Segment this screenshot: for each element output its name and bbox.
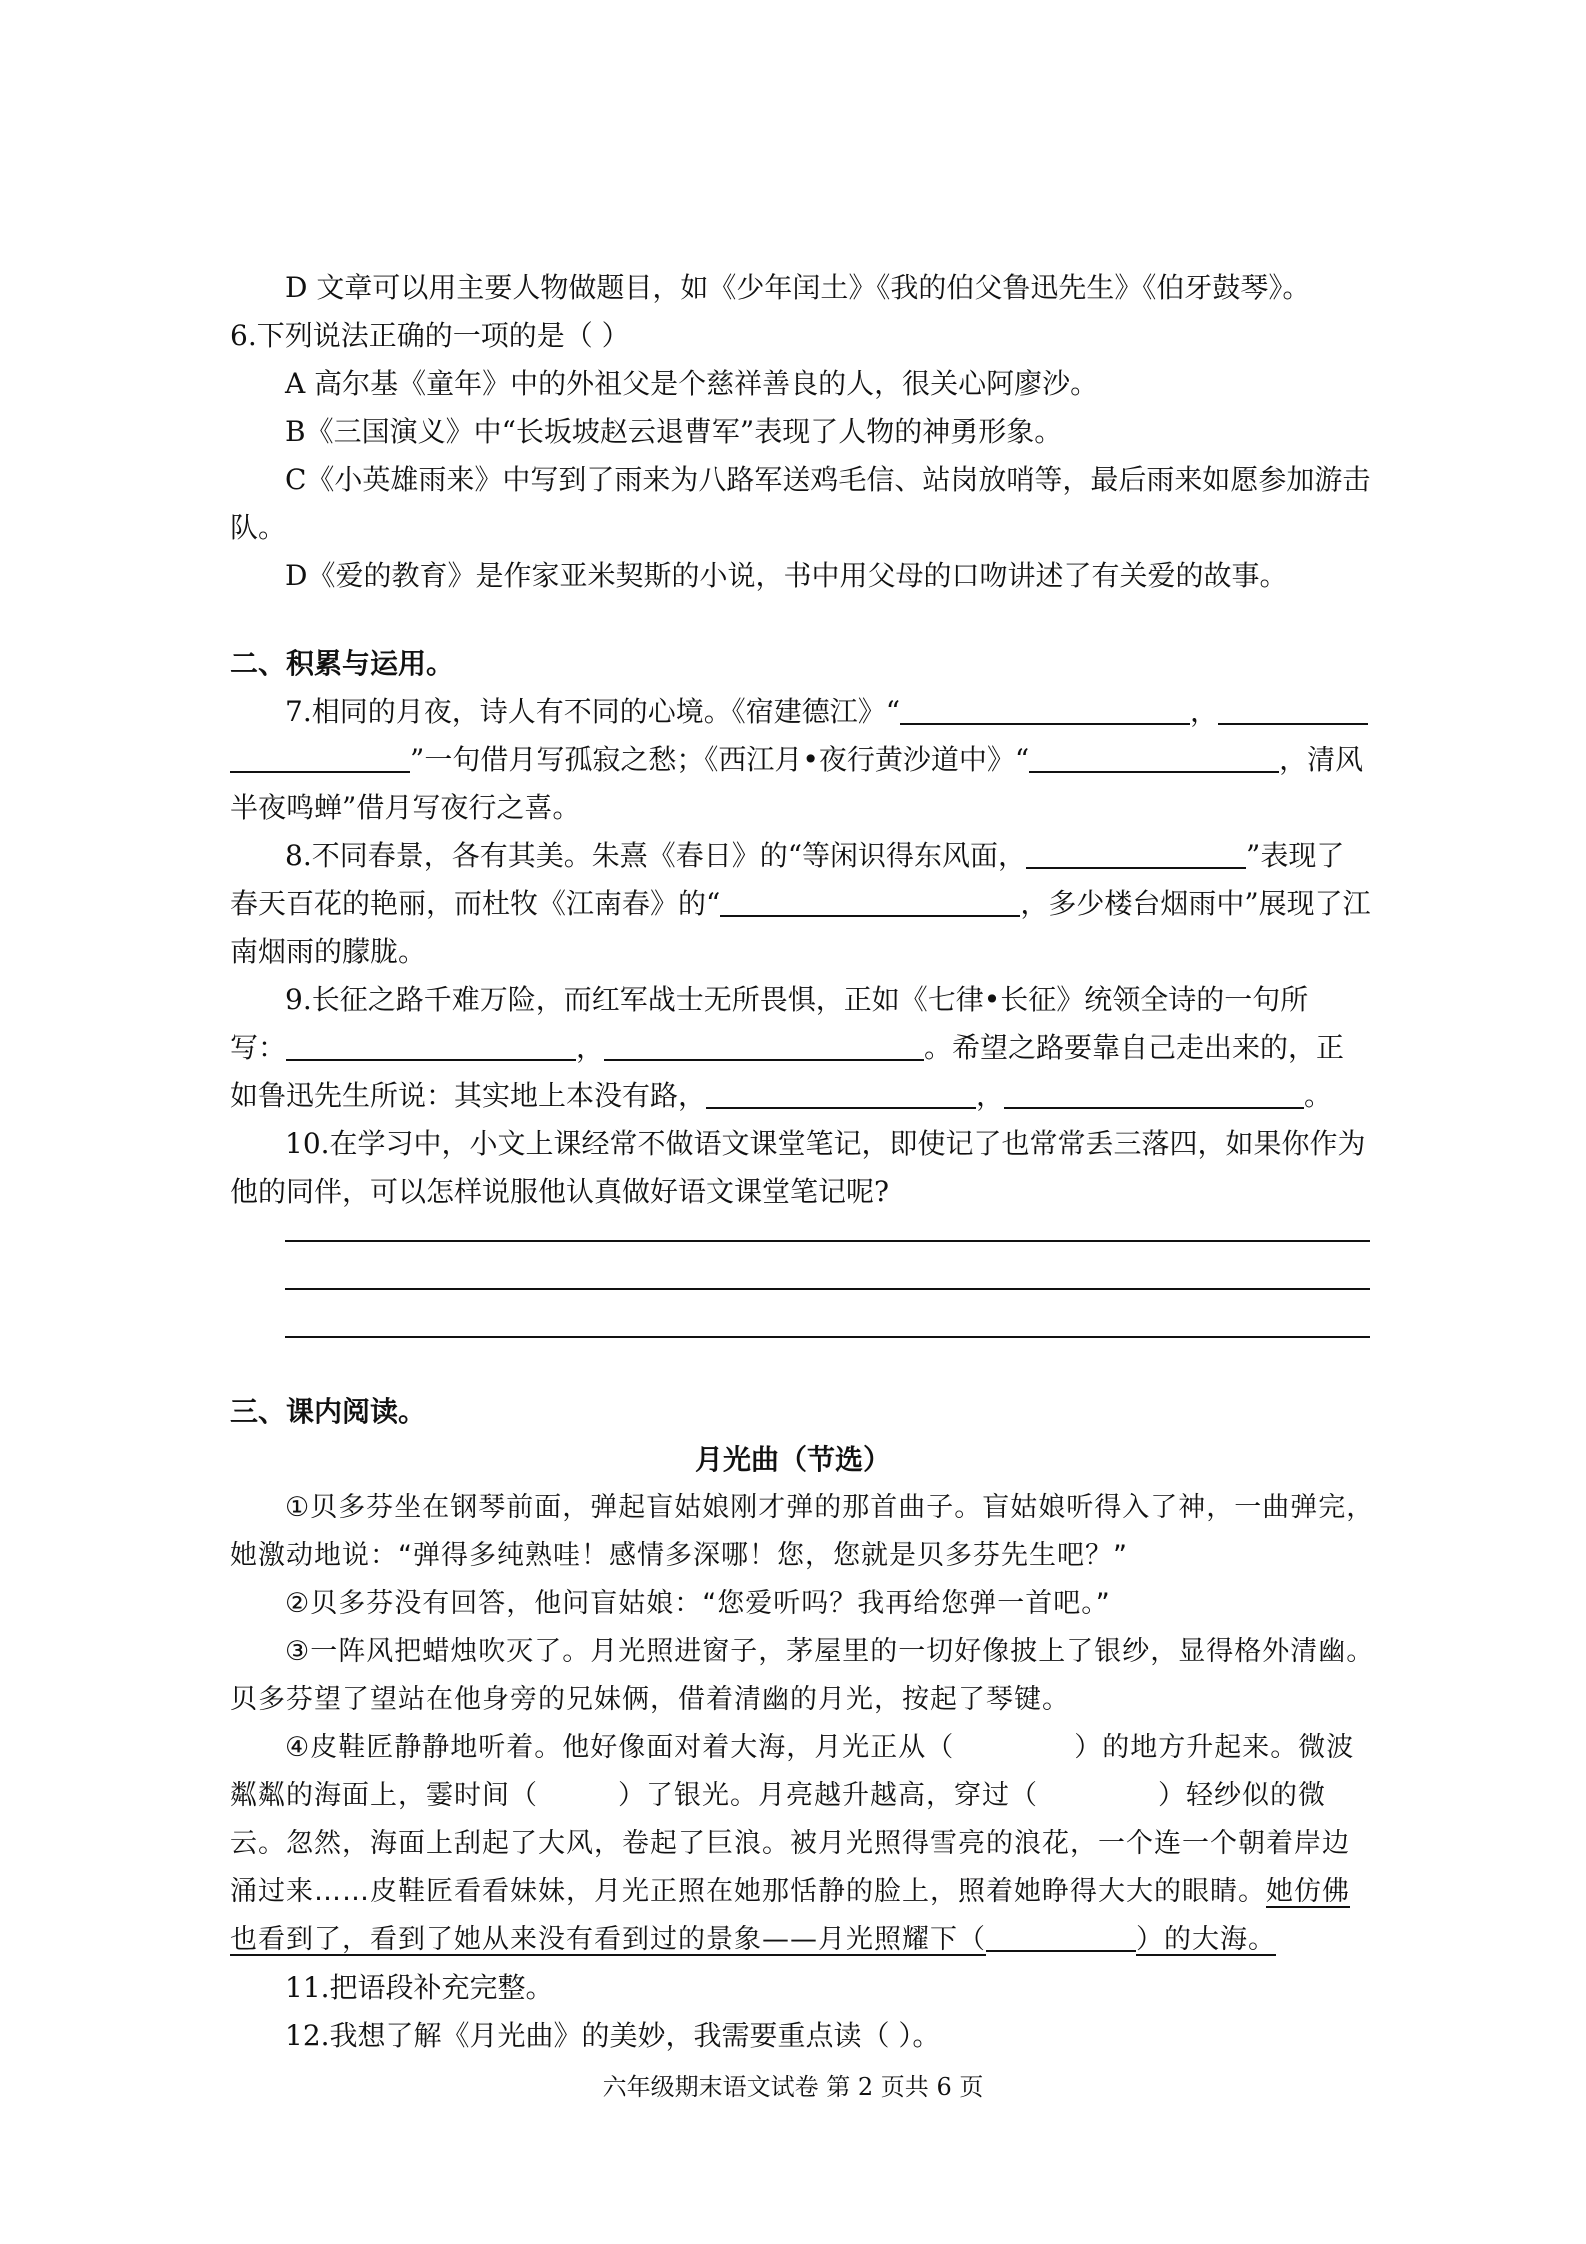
q7-blank-2b[interactable] [230, 743, 410, 773]
q8-line3: 南烟雨的朦胧。 [230, 935, 427, 968]
passage-p4-line5: 也看到了，看到了她从来没有看到过的景象——月光照耀下（ ）的大海。 [230, 1924, 1276, 1955]
passage-p4-line3: 云。忽然，海面上刮起了大风，卷起了巨浪。被月光照得雪亮的浪花，一个连一个朝着岸边 [230, 1828, 1350, 1859]
passage-p3-line1: ③一阵风把蜡烛吹灭了。月光照进窗子，茅屋里的一切好像披上了银纱，显得格外清幽。 [285, 1636, 1375, 1667]
q9-blank-4[interactable] [1004, 1079, 1304, 1109]
q7-line2: ”一句借月写孤寂之愁；《西江月•夜行黄沙道中》“ ，清风 [230, 740, 1370, 780]
q7-blank-3[interactable] [1029, 743, 1279, 773]
q6-option-c: C《小英雄雨来》中写到了雨来为八路军送鸡毛信、站岗放哨等，最后雨来如愿参加游击 [285, 463, 1371, 496]
section2-heading: 二、积累与运用。 [230, 647, 455, 680]
passage-p1-line2: 她激动地说：“弹得多纯熟哇！感情多深哪！您，您就是贝多芬先生吧？” [230, 1540, 1128, 1571]
passage-title: 月光曲（节选） [694, 1443, 891, 1476]
q10-line2: 他的同伴，可以怎样说服他认真做好语文课堂笔记呢? [230, 1175, 890, 1208]
passage-p4-line2: 粼粼的海面上，霎时间（ ）了银光。月亮越升越高，穿过（ ）轻纱似的微 [230, 1780, 1326, 1811]
q10-answer-line-2[interactable] [285, 1288, 1370, 1290]
q9-blank-2[interactable] [604, 1031, 924, 1061]
q12: 12.我想了解《月光曲》的美妙，我需要重点读（ ）。 [285, 2019, 941, 2052]
q8-blank-1[interactable] [1026, 839, 1246, 869]
underlined-sentence-start: 她仿佛 [1266, 1876, 1350, 1907]
passage-p3-line2: 贝多芬望了望站在他身旁的兄妹俩，借着清幽的月光，按起了琴键。 [230, 1684, 1070, 1715]
q8-line2: 春天百花的艳丽，而杜牧《江南春》的“ ，多少楼台烟雨中”展现了江 [230, 887, 1371, 920]
passage-p2: ②贝多芬没有回答，他问盲姑娘：“您爱听吗？我再给您弹一首吧。” [285, 1588, 1111, 1619]
q9-blank-3[interactable] [706, 1079, 976, 1109]
q10-line1: 10.在学习中，小文上课经常不做语文课堂笔记，即使记了也常常丢三落四，如果你作为 [285, 1127, 1366, 1160]
q10-answer-line-3[interactable] [285, 1336, 1370, 1338]
section3-heading: 三、课内阅读。 [230, 1395, 427, 1428]
q9-line1: 9.长征之路千难万险，而红军战士无所畏惧，正如《七律•长征》统领全诗的一句所 [285, 983, 1309, 1016]
q11: 11.把语段补充完整。 [285, 1971, 554, 2004]
q6-option-a: A 高尔基《童年》中的外祖父是个慈祥善良的人，很关心阿廖沙。 [285, 367, 1099, 400]
q8-line1: 8.不同春景，各有其美。朱熹《春日》的“等闲识得东风面， ”表现了 [285, 839, 1345, 872]
q8-blank-2[interactable] [720, 887, 1020, 917]
q9-line2: 写： ， 。希望之路要靠自己走出来的，正 [230, 1031, 1345, 1064]
q7-blank-2a[interactable] [1218, 695, 1368, 725]
q6-stem: 6.下列说法正确的一项的是（ ） [230, 319, 630, 352]
q7-line1: 7.相同的月夜，诗人有不同的心境。《宿建德江》“ ， [285, 692, 1370, 732]
passage-p4-line4: 涌过来……皮鞋匠看看妹妹，月光正照在她那恬静的脸上，照着她睁得大大的眼睛。她仿佛 [230, 1876, 1350, 1907]
q6-option-b: B《三国演义》中“长坂坡赵云退曹军”表现了人物的神勇形象。 [285, 415, 1063, 448]
q6-option-d: D《爱的教育》是作家亚米契斯的小说，书中用父母的口吻讲述了有关爱的故事。 [285, 559, 1288, 592]
q9-blank-1[interactable] [286, 1031, 576, 1061]
q7-line3: 半夜鸣蝉”借月写夜行之喜。 [230, 791, 581, 824]
p4-blank-4[interactable] [986, 1922, 1136, 1952]
q5-option-d: D 文章可以用主要人物做题目，如《少年闰土》《我的伯父鲁迅先生》《伯牙鼓琴》。 [285, 271, 1311, 304]
page-footer: 六年级期末语文试卷 第 2 页共 6 页 [602, 2073, 984, 2101]
passage-p1-line1: ①贝多芬坐在钢琴前面，弹起盲姑娘刚才弹的那首曲子。盲姑娘听得入了神，一曲弹完， [285, 1492, 1375, 1523]
q6-option-c-cont: 队。 [230, 511, 287, 544]
q10-answer-line-1[interactable] [285, 1240, 1370, 1242]
q9-line3: 如鲁迅先生所说：其实地上本没有路， ， 。 [230, 1079, 1333, 1112]
passage-p4-line1: ④皮鞋匠静静地听着。他好像面对着大海，月光正从（ ）的地方升起来。微波 [285, 1732, 1355, 1763]
q7-blank-1[interactable] [900, 695, 1190, 725]
